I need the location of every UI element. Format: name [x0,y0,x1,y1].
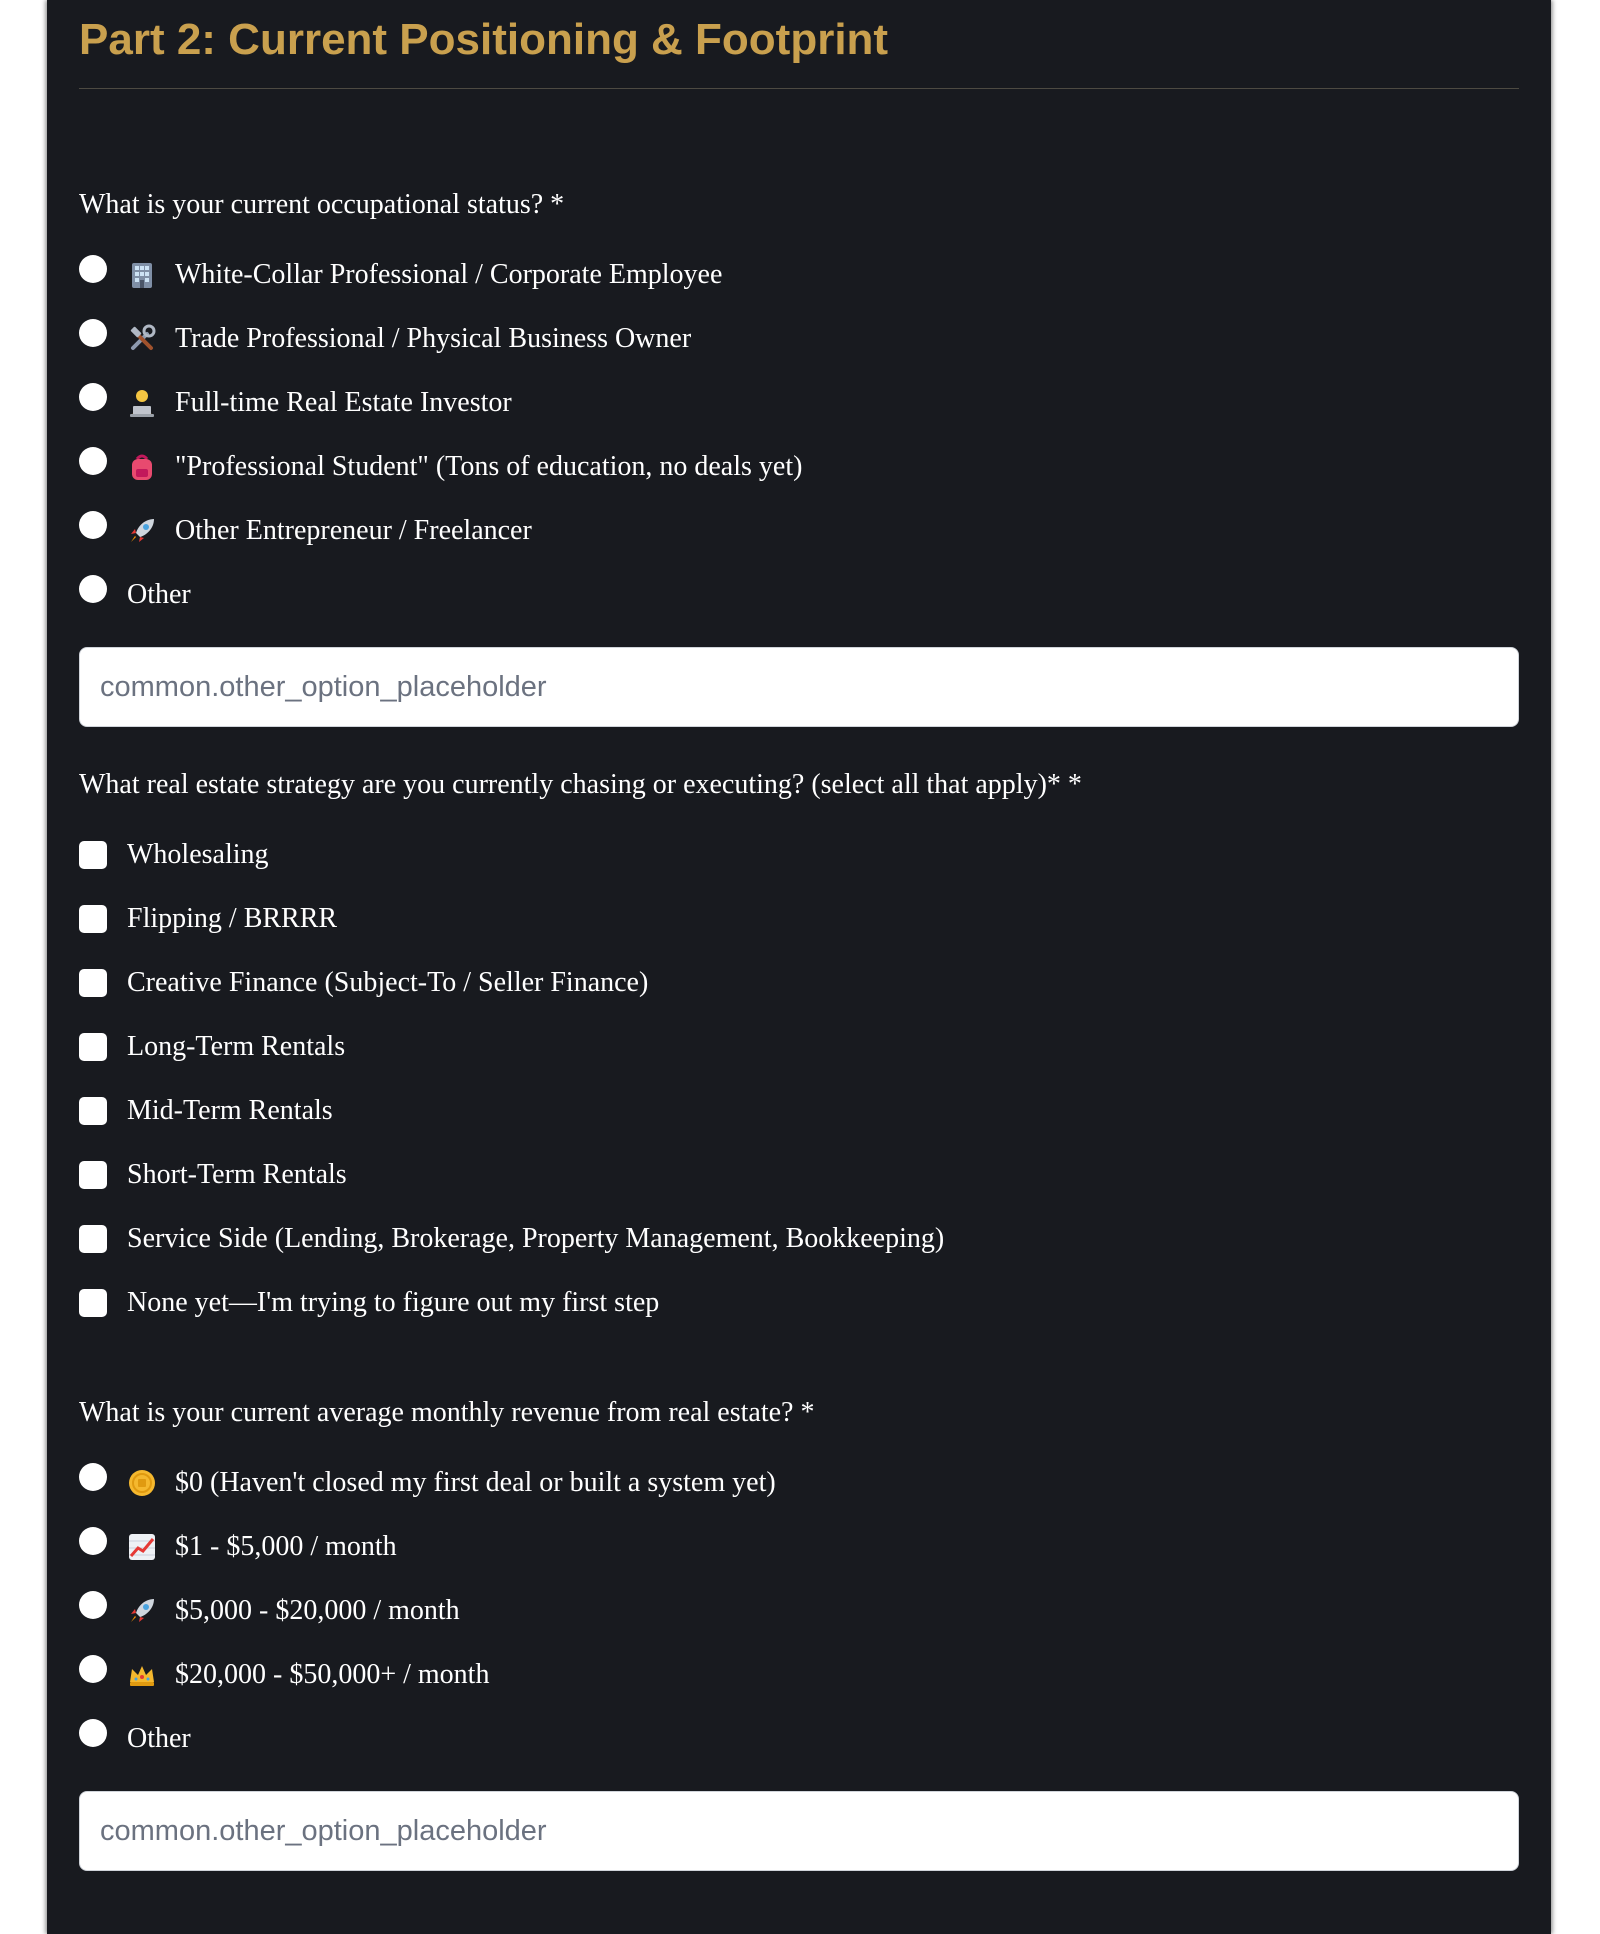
backpack-icon [127,452,157,482]
occupation-other-input[interactable] [79,647,1519,727]
form-panel [47,0,1551,1934]
option-label: Full-time Real Estate Investor [175,387,512,418]
option-label: Other Entrepreneur / Freelancer [175,515,532,546]
checkbox[interactable] [79,841,107,869]
occupation-option-professional-student[interactable] [79,435,1519,499]
option-label: Service Side (Lending, Brokerage, Property Management, Bookkeeping) [127,1223,945,1254]
checkbox[interactable] [79,1225,107,1253]
radio-button[interactable] [79,1527,107,1555]
strategy-option-long-term-rentals[interactable] [79,1015,1519,1079]
option-label: Mid-Term Rentals [127,1095,333,1126]
option-label: $5,000 - $20,000 / month [175,1595,460,1626]
revenue-option-5000-20000[interactable] [79,1579,1519,1643]
revenue-option-20000-50000[interactable] [79,1643,1519,1707]
radio-button[interactable] [79,1463,107,1491]
radio-button[interactable] [79,1655,107,1683]
form-content [79,0,1519,1871]
section-title: Part 2: Current Positioning & Footprint [79,15,889,64]
strategy-option-flipping[interactable] [79,887,1519,951]
chart-increasing-icon [127,1532,157,1562]
hammer-wrench-icon [127,324,157,354]
option-label: Flipping / BRRRR [127,903,338,934]
strategy-options [79,823,1519,1335]
radio-button[interactable] [79,1591,107,1619]
revenue-options [79,1451,1519,1771]
option-label: Creative Finance (Subject-To / Seller Finance) [127,967,649,998]
strategy-option-creative-finance[interactable] [79,951,1519,1015]
occupation-options [79,243,1519,627]
occupation-option-entrepreneur[interactable] [79,499,1519,563]
question-occupation-label: What is your current occupational status? * [79,189,565,220]
rocket-icon [127,1596,157,1626]
option-label: Other [127,1723,191,1754]
option-label: $1 - $5,000 / month [175,1531,397,1562]
option-label: Long-Term Rentals [127,1031,346,1062]
crown-icon [127,1660,157,1690]
strategy-option-service-side[interactable] [79,1207,1519,1271]
option-label: Short-Term Rentals [127,1159,347,1190]
radio-button[interactable] [79,575,107,603]
checkbox[interactable] [79,1033,107,1061]
checkbox[interactable] [79,1161,107,1189]
radio-button[interactable] [79,255,107,283]
option-label: None yet—I'm trying to figure out my first step [127,1287,660,1318]
occupation-option-trade[interactable] [79,307,1519,371]
person-laptop-icon [127,388,157,418]
strategy-option-mid-term-rentals[interactable] [79,1079,1519,1143]
strategy-option-short-term-rentals[interactable] [79,1143,1519,1207]
radio-button[interactable] [79,447,107,475]
radio-button[interactable] [79,383,107,411]
option-label: "Professional Student" (Tons of education, no deals yet) [175,451,803,482]
checkbox[interactable] [79,969,107,997]
option-label: Other [127,579,191,610]
strategy-option-wholesaling[interactable] [79,823,1519,887]
revenue-option-other[interactable] [79,1707,1519,1771]
checkbox[interactable] [79,1289,107,1317]
option-label: $20,000 - $50,000+ / month [175,1659,490,1690]
question-strategy-label: What real estate strategy are you currently chasing or executing? (select all that apply)* * [79,769,1082,800]
occupation-option-full-time-investor[interactable] [79,371,1519,435]
office-building-icon [127,260,157,290]
radio-button[interactable] [79,319,107,347]
occupation-option-white-collar[interactable] [79,243,1519,307]
revenue-other-input[interactable] [79,1791,1519,1871]
radio-button[interactable] [79,511,107,539]
strategy-option-none-yet[interactable] [79,1271,1519,1335]
occupation-option-other[interactable] [79,563,1519,627]
rocket-icon [127,516,157,546]
revenue-option-1-5000[interactable] [79,1515,1519,1579]
option-label: White-Collar Professional / Corporate Employee [175,259,723,290]
checkbox[interactable] [79,1097,107,1125]
coin-icon [127,1468,157,1498]
option-label: Wholesaling [127,839,269,870]
option-label: Trade Professional / Physical Business Owner [175,323,692,354]
question-revenue-label: What is your current average monthly revenue from real estate? * [79,1397,815,1428]
revenue-option-zero[interactable] [79,1451,1519,1515]
option-label: $0 (Haven't closed my first deal or built a system yet) [175,1467,776,1498]
checkbox[interactable] [79,905,107,933]
radio-button[interactable] [79,1719,107,1747]
section-divider [79,88,1519,89]
